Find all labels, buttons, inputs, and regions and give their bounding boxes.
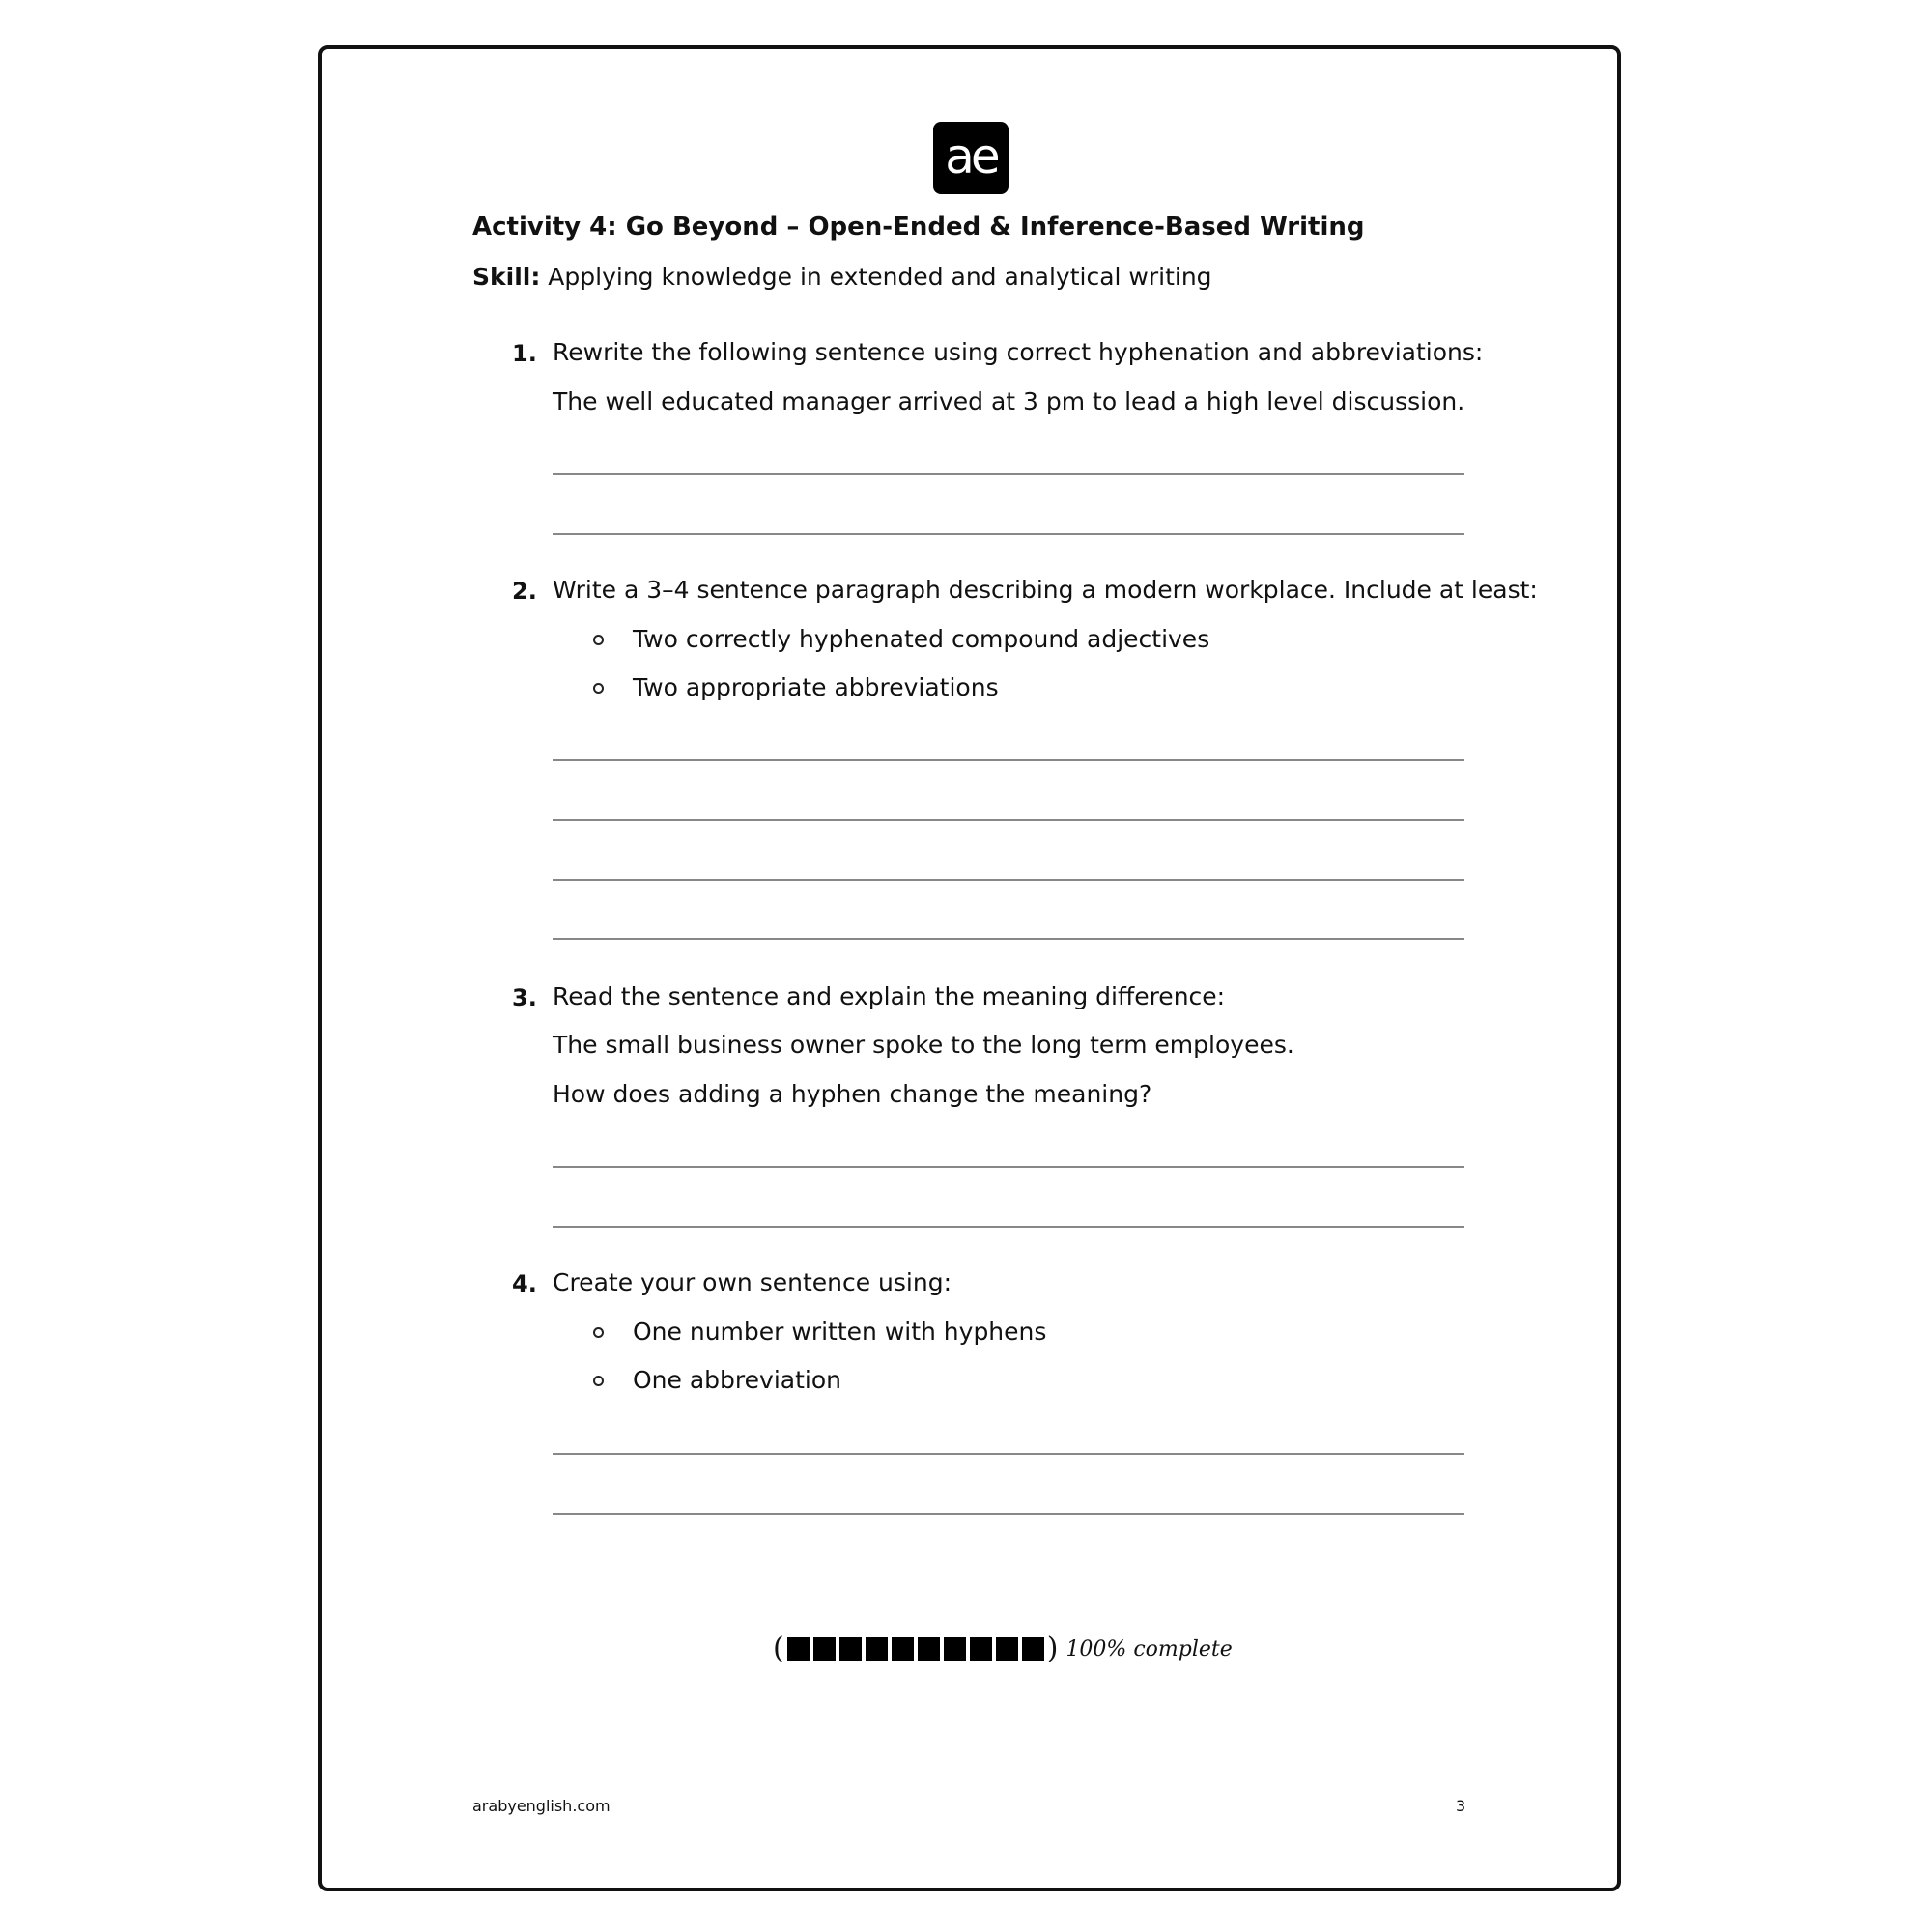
question-followup: How does adding a hyphen change the meaning? [553, 1080, 1152, 1108]
bracket-left: ( [773, 1632, 784, 1665]
page-number: 3 [1456, 1797, 1466, 1815]
skill-text: Applying knowledge in extended and analytical writing [548, 263, 1212, 291]
progress-indicator [773, 1634, 1233, 1663]
progress-segment [813, 1637, 836, 1661]
answer-line[interactable] [553, 1166, 1464, 1168]
question-prompt: Read the sentence and explain the meaning difference: [553, 982, 1226, 1010]
bullet-icon [593, 1327, 604, 1338]
progress-segment [1022, 1637, 1044, 1661]
answer-line[interactable] [553, 759, 1464, 761]
progress-segment [866, 1637, 888, 1661]
progress-segment [944, 1637, 966, 1661]
progress-segment [970, 1637, 992, 1661]
bullet-text: One abbreviation [633, 1366, 841, 1394]
progress-label: 100% complete [1065, 1636, 1233, 1662]
logo-text: ae [945, 128, 997, 185]
question-number: 1. [512, 340, 537, 367]
bullet-icon [593, 683, 604, 694]
progress-segment [892, 1637, 914, 1661]
activity-title: Activity 4: Go Beyond – Open-Ended & Inference-Based Writing [472, 213, 1365, 242]
question-number: 3. [512, 984, 537, 1011]
answer-line[interactable] [553, 1513, 1464, 1515]
question-sentence: The well educated manager arrived at 3 pm to lead a high level discussion. [553, 387, 1465, 415]
bullet-icon [593, 635, 604, 645]
progress-segment [787, 1637, 810, 1661]
question-number: 4. [512, 1270, 537, 1297]
answer-line[interactable] [553, 1453, 1464, 1455]
question-prompt: Create your own sentence using: [553, 1268, 952, 1296]
bullet-text: One number written with hyphens [633, 1318, 1047, 1346]
progress-bar [787, 1637, 1044, 1661]
bullet-text: Two appropriate abbreviations [633, 673, 999, 701]
worksheet-page [318, 45, 1621, 1891]
question-number: 2. [512, 578, 537, 605]
question-sentence: The small business owner spoke to the long term employees. [553, 1031, 1294, 1059]
skill-label: Skill: [472, 263, 541, 291]
question-prompt: Write a 3–4 sentence paragraph describing a modern workplace. Include at least: [553, 576, 1538, 604]
answer-line[interactable] [553, 533, 1464, 535]
progress-segment [918, 1637, 940, 1661]
footer-site: arabyenglish.com [472, 1797, 611, 1815]
answer-line[interactable] [553, 879, 1464, 881]
ae-logo [933, 122, 1009, 194]
answer-line[interactable] [553, 473, 1464, 475]
answer-line[interactable] [553, 938, 1464, 940]
bullet-text: Two correctly hyphenated compound adjectives [633, 625, 1210, 653]
question-prompt: Rewrite the following sentence using correct hyphenation and abbreviations: [553, 338, 1484, 366]
progress-segment [996, 1637, 1018, 1661]
answer-line[interactable] [553, 1226, 1464, 1228]
bullet-icon [593, 1376, 604, 1386]
progress-segment [839, 1637, 862, 1661]
skill-line [472, 263, 1212, 291]
answer-line[interactable] [553, 819, 1464, 821]
bracket-right: ) [1046, 1632, 1059, 1665]
